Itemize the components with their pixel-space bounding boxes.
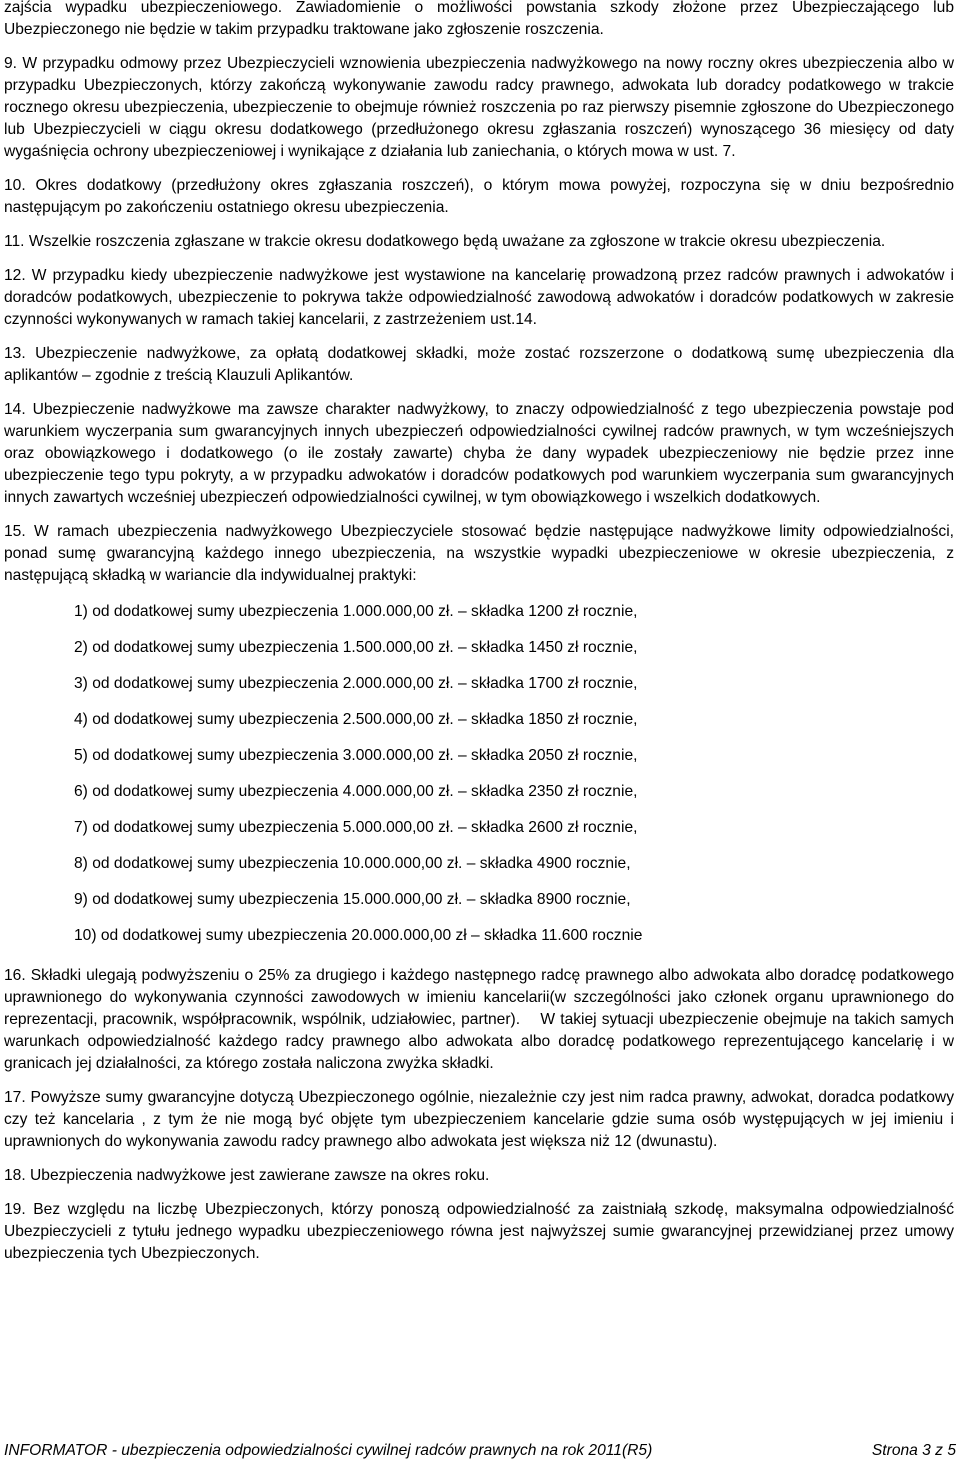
paragraph-17: 17. Powyższe sumy gwarancyjne dotyczą Ubezpieczonego ogólnie, niezależnie czy jest nim radca prawny, adwokat, doradca podatkowy czy też kancelaria , z tym że nie mogą być objęte tym ubezpieczeniem kancelarie gdzie suma osób występujących w jej imieniu i uprawnionych do wykonywania zawodu radcy prawnego albo adwokata jest większa niż 12 (dwunastu). — [4, 1089, 954, 1150]
list-item: 5) od dodatkowej sumy ubezpieczenia 3.000.000,00 zł. – składka 2050 zł rocznie, — [74, 747, 638, 764]
paragraph-19: 19. Bez względu na liczbę Ubezpieczonych, którzy ponoszą odpowiedzialność za zaistniałą szkodę, maksymalna odpowiedzialność Ubezpieczycieli z tytułu jednego wypadku ubezpieczeniowego równa jest najwyższej sumie gwarancyjnej przewidzianej przez umowy ubezpieczenia tych Ubezpieczonych. — [4, 1201, 954, 1262]
list-item: 9) od dodatkowej sumy ubezpieczenia 15.000.000,00 zł. – składka 8900 rocznie, — [74, 891, 631, 908]
document-page — [4, 0, 959, 1277]
list-item: 2) od dodatkowej sumy ubezpieczenia 1.500.000,00 zł. – składka 1450 zł rocznie, — [74, 639, 638, 656]
list-item: 3) od dodatkowej sumy ubezpieczenia 2.000.000,00 zł. – składka 1700 zł rocznie, — [74, 675, 638, 692]
list-item: 4) od dodatkowej sumy ubezpieczenia 2.500.000,00 zł. – składka 1850 zł rocznie, — [74, 711, 638, 728]
paragraph-13: 13. Ubezpieczenie nadwyżkowe, za opłatą dodatkowej składki, może zostać rozszerzone o dodatkową sumę ubezpieczenia dla aplikantów – zgodnie z treścią Klauzuli Aplikantów. — [4, 345, 954, 384]
list-item: 10) od dodatkowej sumy ubezpieczenia 20.000.000,00 zł – składka 11.600 rocznie — [74, 927, 643, 944]
paragraph-12: 12. W przypadku kiedy ubezpieczenie nadwyżkowe jest wystawione na kancelarię prowadzoną przez radców prawnych i adwokatów i doradców podatkowych, ubezpieczenie to pokrywa także odpowiedzialność zawodową adwokatów i doradców podatkowych w zakresie czynności wykonywanych w ramach takiej kancelarii, z zastrzeżeniem ust.14. — [4, 267, 954, 328]
paragraph-15: 15. W ramach ubezpieczenia nadwyżkowego Ubezpieczyciele stosować będzie następujące nadwyżkowe limity odpowiedzialności, ponad sumę gwarancyjną każdego innego ubezpieczenia, na wszystkie wypadki ubezpieczeniowe w okresie ubezpieczenia, z następującą składką w wariancie dla indywidualnej praktyki: — [4, 523, 954, 584]
paragraph-18: 18. Ubezpieczenia nadwyżkowe jest zawierane zawsze na okres roku. — [4, 1167, 490, 1184]
paragraph-continuation: zajścia wypadku ubezpieczeniowego. Zawiadomienie o możliwości powstania szkody złożone przez Ubezpieczającego lub Ubezpieczonego nie będzie w takim przypadku traktowane jako zgłoszenie roszczenia. — [4, 0, 954, 38]
paragraph-11: 11. Wszelkie roszczenia zgłaszane w trakcie okresu dodatkowego będą uważane za zgłoszone w trakcie okresu ubezpieczenia. — [4, 233, 886, 250]
paragraph-9: 9. W przypadku odmowy przez Ubezpieczycieli wznowienia ubezpieczenia nadwyżkowego na nowy roczny okres ubezpieczenia albo w przypadku Ubezpieczonych, którzy zakończą wykonywanie zawodu radcy prawnego, adwokata lub doradcy podatkowego w trakcie rocznego okresu ubezpieczenia, ubezpieczenie to obejmuje również roszczenia po raz pierwszy pisemnie zgłoszone do Ubezpieczonego lub Ubezpieczycieli w ciągu okresu dodatkowego (przedłużonego okresu zgłaszania roszczeń) wynoszącego 36 miesięcy od daty wygaśnięcia ochrony ubezpieczeniowej i wynikające z działania lub zaniechania, o których mowa w ust. 7. — [4, 55, 954, 160]
footer-title: INFORMATOR - ubezpieczenia odpowiedzialności cywilnej radców prawnych na rok 2011(R5) — [4, 1442, 653, 1459]
paragraph-10: 10. Okres dodatkowy (przedłużony okres zgłaszania roszczeń), o którym mowa powyżej, rozpoczyna się w dniu bezpośrednio następującym po zakończeniu ostatniego okresu ubezpieczenia. — [4, 177, 954, 216]
premium-tier-list — [4, 601, 954, 955]
list-item: 7) od dodatkowej sumy ubezpieczenia 5.000.000,00 zł. – składka 2600 zł rocznie, — [74, 819, 638, 836]
list-item: 1) od dodatkowej sumy ubezpieczenia 1.000.000,00 zł. – składka 1200 zł rocznie, — [74, 603, 638, 620]
paragraph-14: 14. Ubezpieczenie nadwyżkowe ma zawsze charakter nadwyżkowy, to znaczy odpowiedzialność z tego ubezpieczenia powstaje pod warunkiem wyczerpania sum gwarancyjnych innych ubezpieczeń odpowiedzialności cywilnej radców prawnych, w tym wcześniejszych oraz obowiązkowego i dodatkowego (o ile zostały zawarte) chyba że dany wypadek ubezpieczeniowy nie będzie przez inne ubezpieczenie tego typu pokryty, a w przypadku adwokatów i doradców podatkowych pod warunkiem wyczerpania sum gwarancyjnych innych zawartych wcześniej ubezpieczeń odpowiedzialności cywilnej, w tym obowiązkowego i wszelkich dodatkowych. — [4, 401, 954, 506]
list-item: 6) od dodatkowej sumy ubezpieczenia 4.000.000,00 zł. – składka 2350 zł rocznie, — [74, 783, 638, 800]
paragraph-16: 16. Składki ulegają podwyższeniu o 25% za drugiego i każdego następnego radcę prawnego albo adwokata albo doradcę podatkowego uprawnionego do wykonywania czynności zawodowych w imieniu kancelarii(w szczególności jako członek organu uprawnionego do reprezentacji, pracownik, współpracownik, wspólnik, udziałowiec, partner). W takiej sytuacji ubezpieczenie obejmuje na takich samych warunkach odpowiedzialność każdego radcy prawnego albo adwokata albo doradcę podatkowego reprezentującego kancelarię i w granicach jej działalności, za którego została naliczona zwyżka składki. — [4, 967, 959, 1072]
page-footer — [4, 1440, 956, 1462]
list-item: 8) od dodatkowej sumy ubezpieczenia 10.000.000,00 zł. – składka 4900 rocznie, — [74, 855, 631, 872]
page-number: Strona 3 z 5 — [871, 1442, 956, 1459]
